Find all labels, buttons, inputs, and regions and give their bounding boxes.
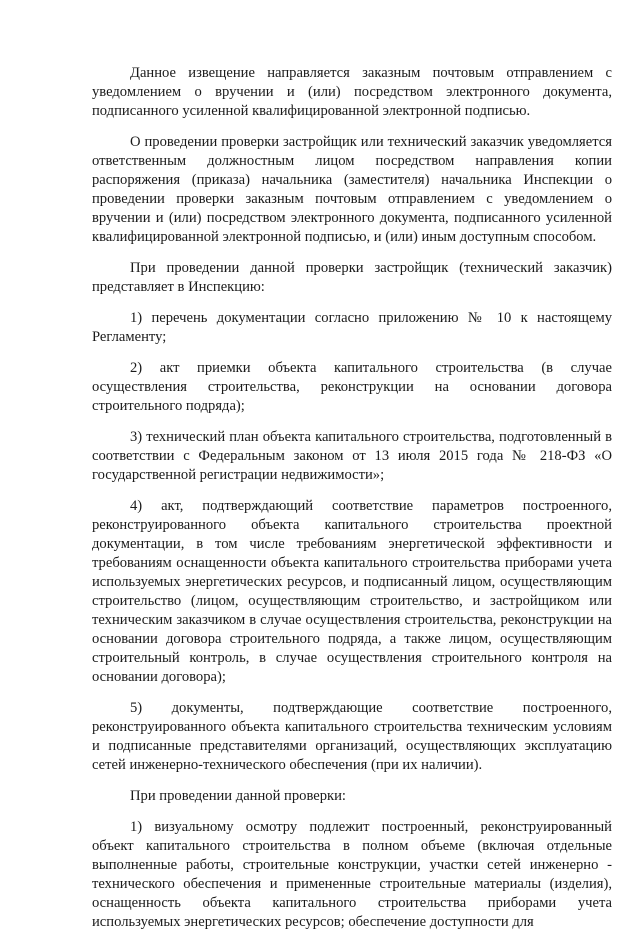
paragraph-inspection-notification: О проведении проверки застройщик или технический заказчик уведомляется ответственным должностным лицом посредством направления копии распоряжения (приказа) начальника (заместителя) начальника Инспекции о проведении проверки заказным почтовым отправлением с уведомлением о вручении и (или) посредством электронного документа, подписанного усиленной квалифицированной электронной подписью, и (или) иным доступным способом. (92, 134, 612, 245)
list-item-4: 4) акт, подтверждающий соответствие параметров построенного, реконструированного объекта капитального строительства проектной документации, в том числе требованиям энергетической эффективности и требованиям оснащенности объекта капитального строительства приборами учета используемых энергетических ресурсов, и подписанный лицом, осуществляющим строительство (лицом, осуществляющим строительство, и застройщиком или техническим заказчиком в случае осуществления строительства, реконструкции на основании договора строительного подряда, а также лицом, осуществляющим строительный контроль, в случае осуществления строительного контроля на основании договора); (92, 498, 612, 685)
paragraph-notice-delivery: Данное извещение направляется заказным почтовым отправлением с уведомлением о вручении и (или) посредством электронного документа, подписанного усиленной квалифицированной электронной подписью. (92, 65, 612, 119)
list-item-1: 1) перечень документации согласно приложению № 10 к настоящему Регламенту; (92, 310, 612, 345)
inspection-item-1: 1) визуальному осмотру подлежит построенный, реконструированный объект капитального строительства в полном объеме (включая отдельные выполненные работы, строительные конструкции, участки сетей инженерно - технического обеспечения и примененные строительные материалы (изделия), оснащенность объекта капитального строительства приборами учета используемых энергетических ресурсов; обеспечение доступности для (92, 819, 612, 930)
paragraph-documents-intro: При проведении данной проверки застройщик (технический заказчик) представляет в Инспекцию: (92, 260, 612, 295)
document-body (92, 64, 612, 944)
paragraph-inspection-intro: При проведении данной проверки: (130, 788, 346, 804)
list-item-3: 3) технический план объекта капитального строительства, подготовленный в соответствии с Федеральным законом от 13 июля 2015 года № 218-ФЗ «О государственной регистрации недвижимости»; (92, 429, 612, 483)
list-item-5: 5) документы, подтверждающие соответствие построенного, реконструированного объекта капитального строительства техническим условиям и подписанные представителями организаций, осуществляющих эксплуатацию сетей инженерно-технического обеспечения (при их наличии). (92, 700, 612, 773)
list-item-2: 2) акт приемки объекта капитального строительства (в случае осуществления строительства, реконструкции на основании договора строительного подряда); (92, 360, 612, 414)
